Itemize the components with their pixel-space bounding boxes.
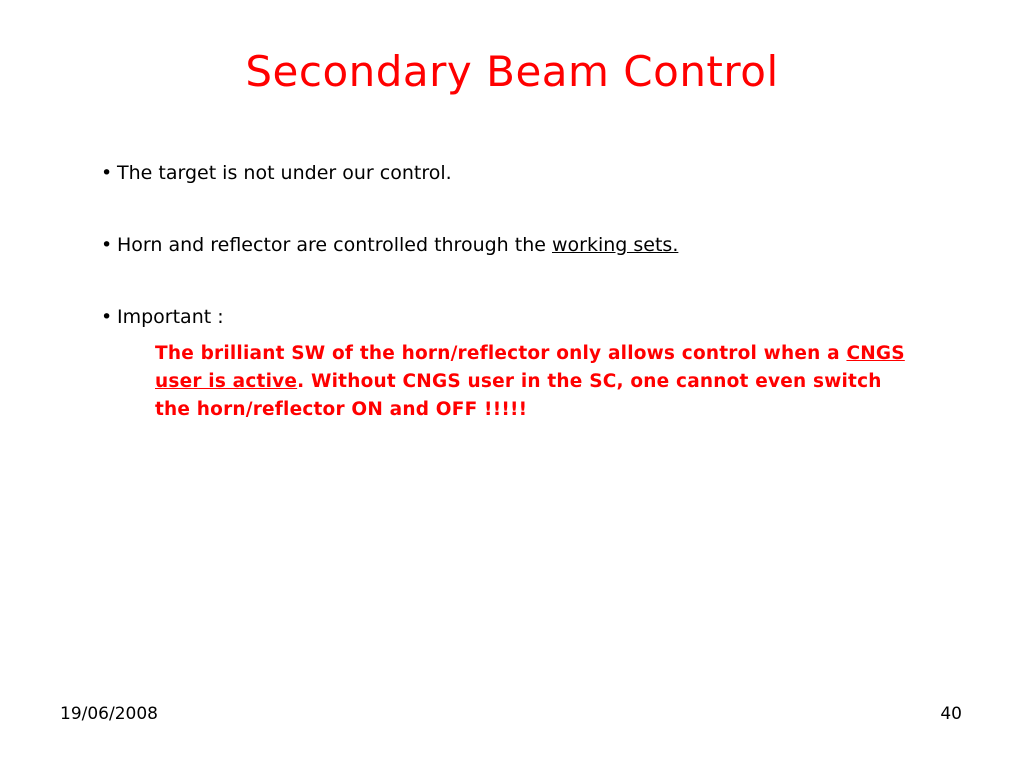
bullet-dot-icon: • [101,234,113,256]
bullet-text: Horn and reflector are controlled through the [117,234,552,256]
bullet-text: The target is not under our control. [117,162,452,184]
bullet-dot-icon: • [101,162,113,184]
slide-title: Secondary Beam Control [245,47,779,96]
footer-date: 19/06/2008 [60,704,158,724]
important-note-part2: . Without CNGS user in the SC, one cannot even switch the horn/reflector ON and OFF !!!!! [155,371,882,420]
important-note-part1: The brilliant SW of the horn/reflector only allows control when a [155,343,847,364]
page-number: 40 [940,704,962,724]
bullet-dot-icon: • [101,306,113,328]
bullet-text: Important : [117,306,224,328]
important-note-underlined: CNGS user is active [155,343,905,392]
bullet-item [101,232,678,258]
bullet-item [101,160,452,186]
working-sets-link[interactable]: working sets. [551,234,679,256]
important-note [155,340,905,424]
bullet-item [101,304,224,330]
